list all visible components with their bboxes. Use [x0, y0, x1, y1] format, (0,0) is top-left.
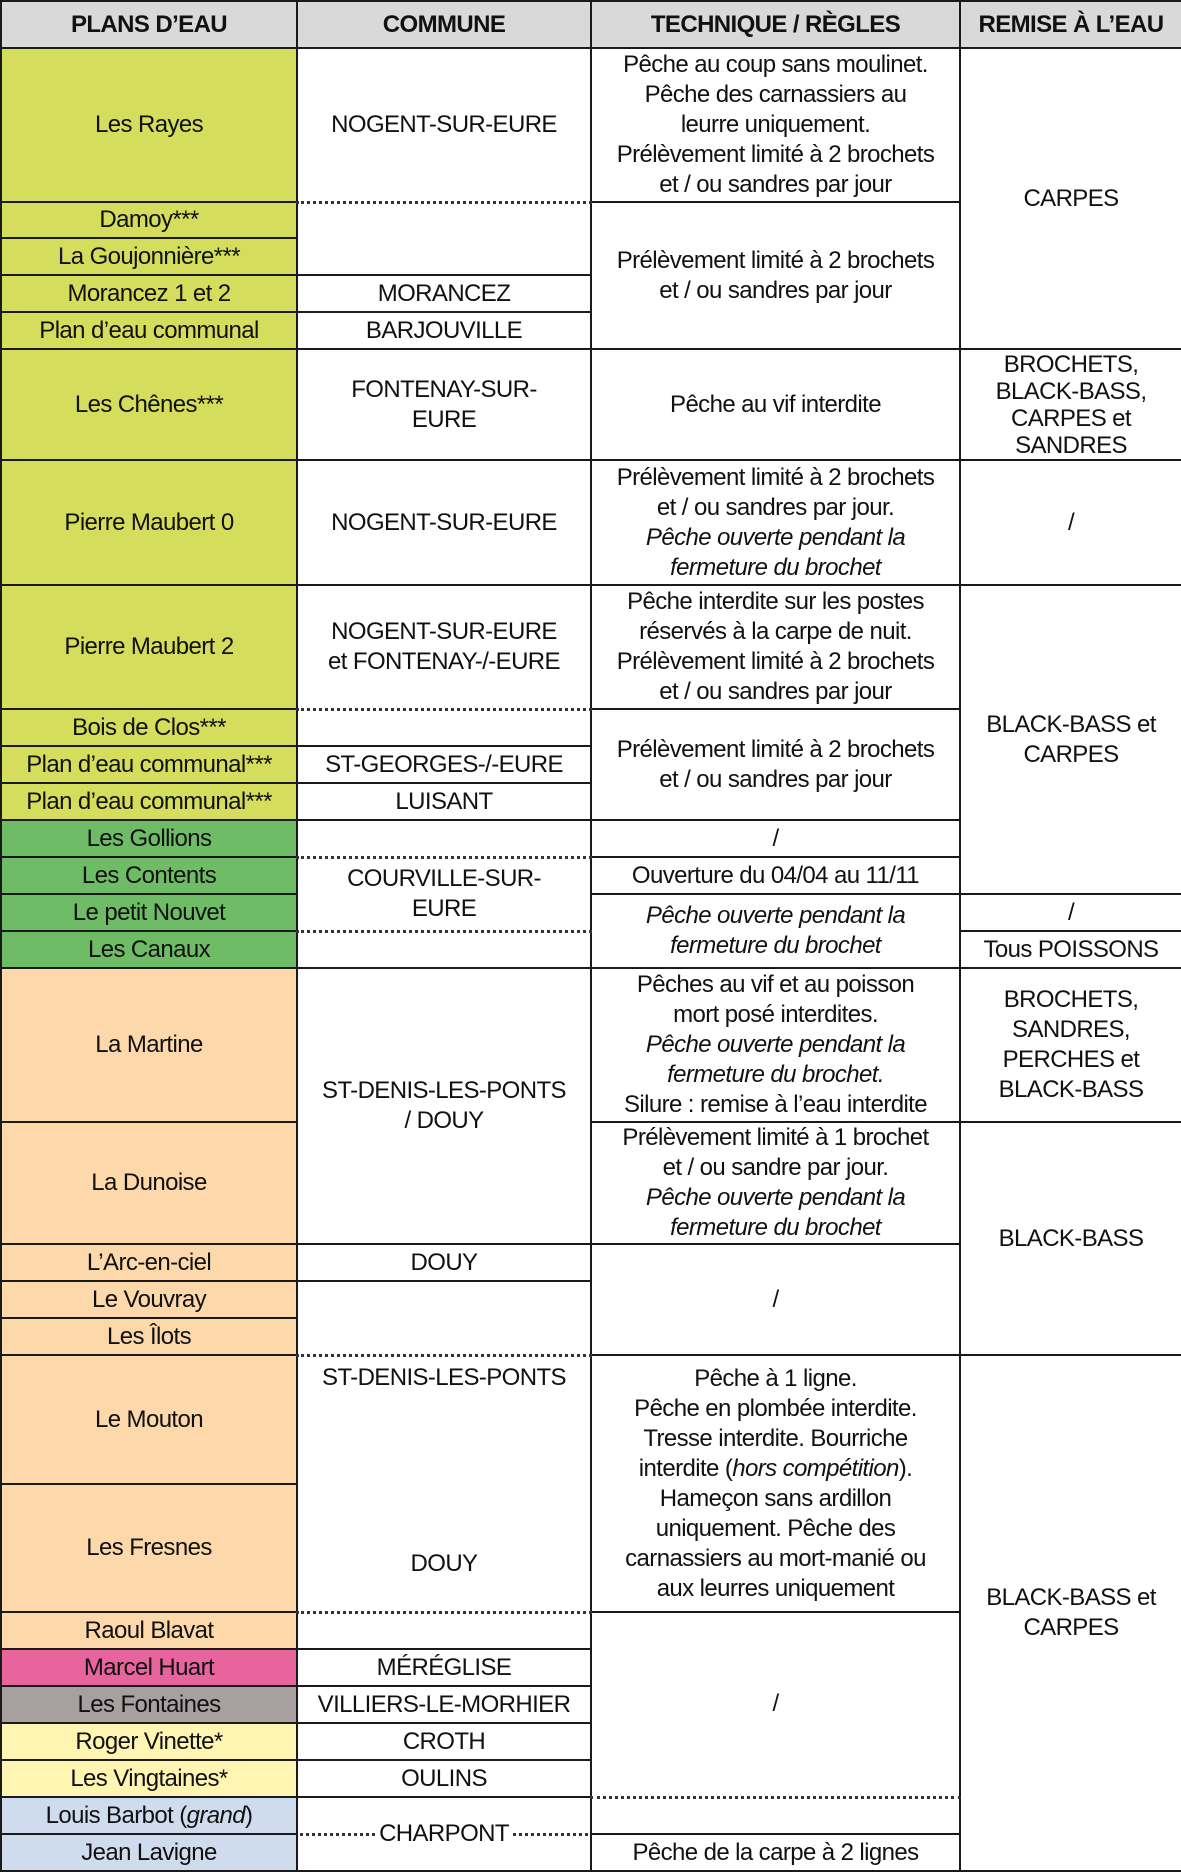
remise: /	[960, 894, 1181, 931]
table-row	[1, 1122, 1181, 1244]
commune: CROTH	[297, 1723, 591, 1760]
technique: Prélèvement limité à 2 brochets et / ou sandres par jour	[591, 709, 960, 820]
plan-name: Damoy***	[1, 202, 297, 238]
table-row	[1, 460, 1181, 585]
commune-empty	[297, 709, 591, 746]
plan-name: Le Vouvray	[1, 1281, 297, 1318]
remise: Tous POISSONS	[960, 931, 1181, 968]
plan-name: Raoul Blavat	[1, 1612, 297, 1649]
table-row	[1, 1355, 1181, 1484]
header-commune: COMMUNE	[297, 1, 591, 48]
technique: /	[591, 820, 960, 857]
commune: NOGENT-SUR-EURE	[297, 460, 591, 585]
plan-name: Plan d’eau communal***	[1, 783, 297, 820]
header-remise: REMISE À L’EAU	[960, 1, 1181, 48]
commune: DOUY	[297, 1244, 591, 1281]
commune: NOGENT-SUR-EURE	[297, 48, 591, 202]
table-row	[1, 968, 1181, 1122]
commune: LUISANT	[297, 783, 591, 820]
plan-name: Pierre Maubert 2	[1, 585, 297, 709]
plan-name: Pierre Maubert 0	[1, 460, 297, 585]
plan-name: Le petit Nouvet	[1, 894, 297, 931]
plan-name: Les Gollions	[1, 820, 297, 857]
commune: OULINS	[297, 1760, 591, 1797]
commune-empty	[297, 820, 591, 857]
commune-douy: DOUY	[410, 1549, 478, 1577]
commune: VILLIERS-LE-MORHIER	[297, 1686, 591, 1723]
plan-name: Morancez 1 et 2	[1, 275, 297, 312]
plan-name: Les Contents	[1, 857, 297, 894]
commune-empty	[297, 931, 591, 968]
technique: Pêche au coup sans moulinet. Pêche des carnassiers au leurre uniquement. Prélèvement limité à 2 brochets et / ou sandres par jour	[591, 48, 960, 202]
remise: BLACK-BASS et CARPES	[960, 1355, 1181, 1871]
plan-name: Les Canaux	[1, 931, 297, 968]
plan-name: Roger Vinette*	[1, 1723, 297, 1760]
commune: MÉRÉGLISE	[297, 1649, 591, 1686]
technique: Prélèvement limité à 2 brochets et / ou sandres par jour. Pêche ouverte pendant la fermeture du brochet	[591, 460, 960, 585]
remise: /	[960, 460, 1181, 585]
plan-name: Plan d’eau communal***	[1, 746, 297, 783]
plan-name: Les Rayes	[1, 48, 297, 202]
header-technique: TECHNIQUE / RÈGLES	[591, 1, 960, 48]
remise: BROCHETS, BLACK-BASS, CARPES et SANDRES	[960, 349, 1181, 460]
header-row	[1, 1, 1181, 48]
header-plans: PLANS D’EAU	[1, 1, 297, 48]
technique: Pêche ouverte pendant la fermeture du brochet	[591, 894, 960, 968]
commune: MORANCEZ	[297, 275, 591, 312]
technique: Ouverture du 04/04 au 11/11	[591, 857, 960, 894]
technique: Pêche interdite sur les postes réservés à la carpe de nuit. Prélèvement limité à 2 brochets et / ou sandres par jour	[591, 585, 960, 709]
commune: FONTENAY-SUR- EURE	[297, 349, 591, 460]
commune: BARJOUVILLE	[297, 312, 591, 349]
plan-name: Le Mouton	[1, 1355, 297, 1484]
plan-name: Les Fontaines	[1, 1686, 297, 1723]
plan-name: Jean Lavigne	[1, 1834, 297, 1871]
commune: CHARPONT	[297, 1797, 591, 1871]
commune-empty	[297, 202, 591, 275]
commune-empty	[297, 1612, 591, 1649]
commune: NOGENT-SUR-EURE et FONTENAY-/-EURE	[297, 585, 591, 709]
technique: /	[591, 1244, 960, 1355]
remise: BLACK-BASS et CARPES	[960, 585, 1181, 894]
plan-name: Bois de Clos***	[1, 709, 297, 746]
commune	[297, 1355, 591, 1612]
plan-name: Marcel Huart	[1, 1649, 297, 1686]
technique: Prélèvement limité à 1 brochet et / ou sandre par jour. Pêche ouverte pendant la fermeture du brochet	[591, 1122, 960, 1244]
technique: Pêches au vif et au poisson mort posé interdites. Pêche ouverte pendant la fermeture du brochet. Silure : remise à l’eau interdite	[591, 968, 960, 1122]
commune-empty	[297, 1281, 591, 1355]
plan-name: Les Chênes***	[1, 349, 297, 460]
plan-name: Les Vingtaines*	[1, 1760, 297, 1797]
remise: BROCHETS, SANDRES, PERCHES et BLACK-BASS	[960, 968, 1181, 1122]
table-row	[1, 349, 1181, 460]
plan-name: Les Fresnes	[1, 1484, 297, 1612]
remise: CARPES	[960, 48, 1181, 349]
technique: Pêche de la carpe à 2 lignes	[591, 1834, 960, 1871]
technique: Pêche au vif interdite	[591, 349, 960, 460]
plan-name: La Martine	[1, 968, 297, 1122]
table-row	[1, 48, 1181, 202]
commune-st-denis: ST-DENIS-LES-PONTS	[322, 1363, 566, 1391]
plan-name: Louis Barbot (grand)	[1, 1797, 297, 1834]
commune: ST-DENIS-LES-PONTS / DOUY	[297, 968, 591, 1244]
technique: Pêche à 1 ligne. Pêche en plombée interdite. Tresse interdite. Bourriche interdite (hors compétition). Hameçon sans ardillon uniquement. Pêche des carnassiers au mort-manié ou aux leurres uniquement	[591, 1355, 960, 1612]
table-row	[1, 894, 1181, 931]
table-row	[1, 585, 1181, 709]
plan-name: Plan d’eau communal	[1, 312, 297, 349]
remise: BLACK-BASS	[960, 1122, 1181, 1355]
commune: COURVILLE-SUR- EURE	[297, 857, 591, 931]
plan-name: L’Arc-en-ciel	[1, 1244, 297, 1281]
plan-name: La Goujonnière***	[1, 238, 297, 275]
plan-name: La Dunoise	[1, 1122, 297, 1244]
technique: Prélèvement limité à 2 brochets et / ou sandres par jour	[591, 202, 960, 349]
plan-name: Les Îlots	[1, 1318, 297, 1355]
technique: /	[591, 1612, 960, 1797]
commune: ST-GEORGES-/-EURE	[297, 746, 591, 783]
technique-empty	[591, 1797, 960, 1834]
